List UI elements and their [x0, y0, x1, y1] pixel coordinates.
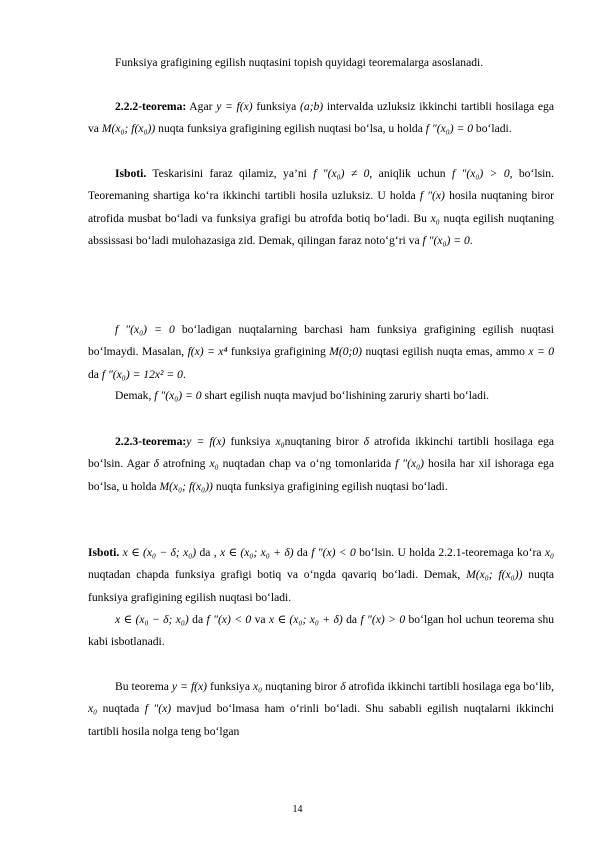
formula: x₀	[544, 546, 554, 559]
formula: M(0;0)	[329, 345, 363, 359]
formula: f ″(x₀) = 0	[425, 122, 474, 136]
formula: y = f(x)	[171, 680, 208, 693]
formula: f ″(x₀) > 0	[451, 167, 510, 180]
proof-title: Isboti.	[88, 546, 120, 559]
formula: x₀	[275, 435, 285, 448]
formula: y = f(x)	[186, 435, 226, 448]
formula: f ″(x) > 0	[360, 613, 406, 626]
theorem-title: 2.2.3-teorema:	[115, 435, 187, 448]
formula: x₀	[253, 680, 263, 693]
formula: M(x₀; f(x₀))	[466, 568, 523, 582]
formula: δ	[340, 680, 346, 693]
formula: M(x₀; f(x₀))	[159, 479, 213, 493]
proof-2-2-3: Isboti. x ∈ (x₀ − δ; x₀) da , x ∈ (x₀; x₀ + δ) da f ″(x) < 0 bo‘lsin. U holda 2.2.1-teoremaga ko‘ra x₀ nuqtadan chapda funksiya grafigi botiq va o‘ngda qavariq bo‘ladi. Demak, M(x₀; f(x₀)) nuqta funksiya grafigining egilish nuqtasi bo‘ladi.	[88, 546, 555, 604]
formula: x ∈ (x₀; x₀ + δ)	[220, 546, 294, 559]
formula: f ″(x₀) = 12x² = 0	[101, 367, 183, 381]
formula: f ″(x₀) = 0	[154, 389, 202, 402]
formula: f ″(x)	[144, 702, 172, 716]
remark-paragraph: Bu teorema y = f(x) funksiya x₀ nuqtaning biror δ atrofida ikkinchi tartibli hosilaga ega bo‘lib, x₀ nuqtada f ″(x) mavjud bo‘lmasa ham o‘rinli bo‘ladi. Shu sababli egilish nuqtalarni ikkinchi tartibli hosila nolga teng bo‘lgan	[88, 680, 555, 738]
formula: f ″(x) < 0	[206, 613, 252, 626]
formula: x₀	[430, 211, 440, 225]
formula: δ	[153, 457, 159, 471]
formula: f ″(x) < 0	[311, 546, 356, 559]
formula: (a;b)	[299, 100, 324, 113]
formula: f(x) = x⁴	[187, 345, 228, 359]
formula: f ″(x₀) = 0	[422, 233, 470, 247]
formula: f ″(x₀)	[395, 457, 425, 471]
counterexample-paragraph: f ″(x₀) = 0 bo‘ladigan nuqtalarning barchasi ham funksiya grafigining egilish nuqtasi bo‘lmaydi. Masalan, f(x) = x⁴ funksiya grafigining M(0;0) nuqtasi egilish nuqta emas, ammo x = 0 da f ″(x₀) = 12x² = 0.	[88, 323, 554, 381]
formula: M(x₀; f(x₀))	[101, 122, 156, 136]
formula: x ∈ (x₀; x₀ + δ)	[268, 613, 343, 626]
formula: δ	[363, 435, 370, 448]
other-case-paragraph: x ∈ (x₀ − δ; x₀) da f ″(x) < 0 va x ∈ (x₀; x₀ + δ) da f ″(x) > 0 bo‘lgan hol uchun teorema shu kabi isbotlanadi.	[88, 613, 555, 649]
formula: x ∈ (x₀ − δ; x₀)	[122, 546, 197, 559]
formula: f ″(x)	[419, 189, 445, 203]
page-number: 14	[292, 804, 303, 815]
formula: x₀	[88, 702, 98, 716]
formula: y = f(x)	[216, 100, 253, 113]
necessary-condition-paragraph: Demak, f ″(x₀) = 0 shart egilish nuqta mavjud bo‘lishining zaruriy sharti bo‘ladi.	[115, 389, 490, 402]
theorem-2-2-2: 2.2.2-teorema: Agar y = f(x) funksiya (a;b) intervalda uzluksiz ikkinchi tartibli hosilaga ega va M(x₀; f(x₀)) nuqta funksiya grafigining egilish nuqtasi bo‘lsa, u holda f ″(x₀) = 0 bo‘ladi.	[88, 100, 554, 136]
theorem-2-2-3: 2.2.3-teorema:y = f(x) funksiya x₀nuqtaning biror δ atrofida ikkinchi tartibli hosilaga ega bo‘lsin. Agar δ atrofning x₀ nuqtadan chap va o‘ng tomonlarida f ″(x₀) hosila har xil ishoraga ega bo‘lsa, u holda M(x₀; f(x₀)) nuqta funksiya grafigining egilish nuqtasi bo‘ladi.	[88, 435, 554, 493]
theorem-title: 2.2.2-teorema:	[115, 100, 187, 113]
formula: x ∈ (x₀ − δ; x₀)	[115, 613, 189, 626]
proof-2-2-2: Isboti. Teskarisini faraz qilamiz, ya’ni f ″(x₀) ≠ 0, aniqlik uchun f ″(x₀) > 0, bo‘lsin. Teoremaning shartiga ko‘ra ikkinchi tartibli hosila uzluksiz. U holda f ″(x) hosila nuqtaning biror atrofida musbat bo‘ladi va funksiya grafigi bu atrofda botiq bo‘ladi. Bu x₀ nuqta egilish nuqtaning abssissasi bo‘ladi mulohazasiga zid. Demak, qilingan faraz noto‘g‘ri va f ″(x₀) = 0.	[88, 167, 554, 247]
formula: x = 0	[528, 345, 554, 359]
formula: f ″(x₀) = 0	[115, 323, 175, 336]
formula: f ″(x₀) ≠ 0	[313, 167, 370, 180]
formula: x₀	[209, 457, 219, 471]
proof-title: Isboti.	[115, 167, 147, 180]
intro-paragraph: Funksiya grafigining egilish nuqtasini topish quyidagi teoremalarga asoslanadi.	[115, 56, 484, 69]
